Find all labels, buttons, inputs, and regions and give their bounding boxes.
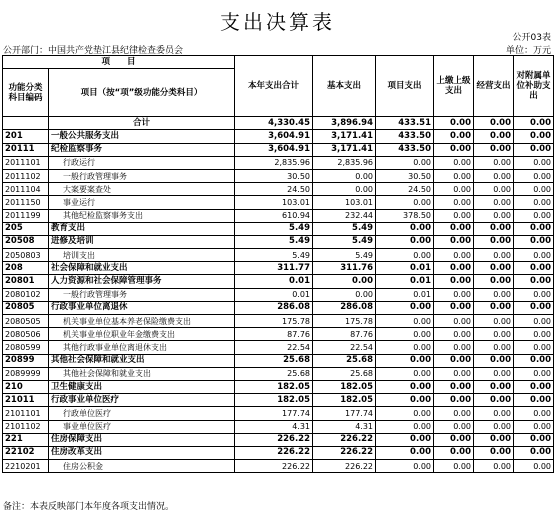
table-row (3, 315, 554, 328)
row-name: 卫生健康支出 (49, 380, 235, 393)
row-business: 0.00 (474, 367, 514, 380)
row-code: 2011199 (3, 209, 49, 222)
row-code: 20111 (3, 143, 49, 156)
row-basic: 226.22 (313, 433, 376, 446)
row-code: 2011104 (3, 183, 49, 196)
row-subsidy: 0.00 (514, 222, 554, 235)
row-total: 30.50 (235, 169, 313, 182)
row-project: 433.50 (376, 143, 434, 156)
row-upper: 0.00 (434, 169, 474, 182)
row-code: 20899 (3, 354, 49, 367)
row-business: 0.00 (474, 275, 514, 288)
row-total: 311.77 (235, 262, 313, 275)
row-project: 0.00 (376, 156, 434, 169)
row-subsidy: 0.00 (514, 341, 554, 354)
table-row (3, 380, 554, 393)
row-subsidy: 0.00 (514, 183, 554, 196)
row-total: 226.22 (235, 460, 313, 473)
row-project: 0.00 (376, 235, 434, 248)
row-business: 0.00 (474, 130, 514, 143)
header-project: 项目支出 (376, 56, 434, 117)
row-subsidy: 0.00 (514, 315, 554, 328)
row-business: 0.00 (474, 301, 514, 314)
row-name: 其他社会保障和就业支出 (49, 354, 235, 367)
row-subsidy: 0.00 (514, 143, 554, 156)
row-project: 0.01 (376, 262, 434, 275)
row-name: 住房改革支出 (49, 446, 235, 459)
table-row (3, 446, 554, 459)
table-row (3, 460, 554, 473)
row-total: 103.01 (235, 196, 313, 209)
header-name: 项目（按“项”级功能分类科目） (49, 69, 235, 117)
row-total: 5.49 (235, 222, 313, 235)
row-name: 一般行政管理事务 (49, 169, 235, 182)
row-total: 5.49 (235, 235, 313, 248)
form-number: 公开03表 (512, 33, 551, 43)
row-project: 378.50 (376, 209, 434, 222)
row-code: 22102 (3, 446, 49, 459)
table-row (3, 169, 554, 182)
row-upper: 0.00 (434, 183, 474, 196)
row-name: 合计 (49, 117, 235, 130)
table-row (3, 235, 554, 248)
header-upper: 上缴上级支出 (434, 56, 474, 117)
row-code: 20805 (3, 301, 49, 314)
row-business: 0.00 (474, 433, 514, 446)
row-name: 行政单位医疗 (49, 407, 235, 420)
row-upper: 0.00 (434, 328, 474, 341)
row-name: 一般行政管理事务 (49, 288, 235, 301)
table-row (3, 130, 554, 143)
table-row (3, 433, 554, 446)
row-total: 182.05 (235, 394, 313, 407)
row-total: 182.05 (235, 380, 313, 393)
row-business: 0.00 (474, 209, 514, 222)
row-business: 0.00 (474, 446, 514, 459)
row-name: 人力资源和社会保障管理事务 (49, 275, 235, 288)
row-total: 610.94 (235, 209, 313, 222)
row-upper: 0.00 (434, 222, 474, 235)
row-business: 0.00 (474, 156, 514, 169)
row-project: 0.00 (376, 460, 434, 473)
row-total: 5.49 (235, 249, 313, 262)
row-project: 0.01 (376, 275, 434, 288)
table-row (3, 222, 554, 235)
row-name: 社会保障和就业支出 (49, 262, 235, 275)
row-subsidy: 0.00 (514, 117, 554, 130)
row-project: 0.00 (376, 196, 434, 209)
row-name: 行政事业单位医疗 (49, 394, 235, 407)
row-business: 0.00 (474, 143, 514, 156)
table-row (3, 301, 554, 314)
row-business: 0.00 (474, 288, 514, 301)
table-row (3, 117, 554, 130)
row-business: 0.00 (474, 354, 514, 367)
row-name: 培训支出 (49, 249, 235, 262)
row-upper: 0.00 (434, 460, 474, 473)
row-total: 3,604.91 (235, 143, 313, 156)
row-total: 25.68 (235, 354, 313, 367)
row-basic: 5.49 (313, 249, 376, 262)
row-code: 2080599 (3, 341, 49, 354)
row-upper: 0.00 (434, 249, 474, 262)
row-code: 210 (3, 380, 49, 393)
row-name: 住房保障支出 (49, 433, 235, 446)
row-upper: 0.00 (434, 407, 474, 420)
row-total: 0.01 (235, 275, 313, 288)
row-project: 0.00 (376, 420, 434, 433)
row-basic: 3,171.41 (313, 143, 376, 156)
table-row (3, 420, 554, 433)
row-name: 事业运行 (49, 196, 235, 209)
row-basic: 0.00 (313, 275, 376, 288)
row-name: 事业单位医疗 (49, 420, 235, 433)
row-business: 0.00 (474, 262, 514, 275)
row-upper: 0.00 (434, 196, 474, 209)
row-basic: 182.05 (313, 394, 376, 407)
row-code: 2210201 (3, 460, 49, 473)
row-total: 286.08 (235, 301, 313, 314)
row-basic: 0.00 (313, 183, 376, 196)
row-business: 0.00 (474, 249, 514, 262)
row-name: 教育支出 (49, 222, 235, 235)
row-basic: 5.49 (313, 222, 376, 235)
row-subsidy: 0.00 (514, 354, 554, 367)
row-project: 0.00 (376, 354, 434, 367)
row-business: 0.00 (474, 420, 514, 433)
row-project: 433.50 (376, 130, 434, 143)
row-subsidy: 0.00 (514, 288, 554, 301)
row-upper: 0.00 (434, 446, 474, 459)
row-basic: 177.74 (313, 407, 376, 420)
row-total: 3,604.91 (235, 130, 313, 143)
page-title: 支出决算表 (220, 10, 335, 34)
header-basic: 基本支出 (313, 56, 376, 117)
row-basic: 0.00 (313, 169, 376, 182)
row-code: 201 (3, 130, 49, 143)
row-business: 0.00 (474, 222, 514, 235)
row-business: 0.00 (474, 407, 514, 420)
row-subsidy: 0.00 (514, 420, 554, 433)
row-business: 0.00 (474, 315, 514, 328)
row-basic: 22.54 (313, 341, 376, 354)
row-subsidy: 0.00 (514, 301, 554, 314)
row-code: 2011102 (3, 169, 49, 182)
row-name: 大案要案查处 (49, 183, 235, 196)
table-row (3, 354, 554, 367)
row-subsidy: 0.00 (514, 275, 554, 288)
row-name: 机关事业单位基本养老保险缴费支出 (49, 315, 235, 328)
row-basic: 286.08 (313, 301, 376, 314)
row-business: 0.00 (474, 183, 514, 196)
row-total: 2,835.96 (235, 156, 313, 169)
row-name: 其他社会保障和就业支出 (49, 367, 235, 380)
row-code: 2011150 (3, 196, 49, 209)
row-project: 0.00 (376, 222, 434, 235)
row-basic: 311.76 (313, 262, 376, 275)
table-row (3, 394, 554, 407)
table-row (3, 367, 554, 380)
row-basic: 4.31 (313, 420, 376, 433)
header-item: 项 目 (3, 56, 235, 69)
footnote: 备注：本表反映部门本年度各项支出情况。 (3, 502, 175, 512)
row-upper: 0.00 (434, 130, 474, 143)
row-code: 2080505 (3, 315, 49, 328)
row-upper: 0.00 (434, 367, 474, 380)
row-code: 2101101 (3, 407, 49, 420)
row-subsidy: 0.00 (514, 156, 554, 169)
row-project: 433.51 (376, 117, 434, 130)
row-total: 0.01 (235, 288, 313, 301)
row-subsidy: 0.00 (514, 407, 554, 420)
row-project: 0.00 (376, 433, 434, 446)
table-row (3, 262, 554, 275)
row-business: 0.00 (474, 117, 514, 130)
row-project: 0.00 (376, 315, 434, 328)
row-business: 0.00 (474, 196, 514, 209)
row-code: 2089999 (3, 367, 49, 380)
row-upper: 0.00 (434, 433, 474, 446)
row-business: 0.00 (474, 394, 514, 407)
row-upper: 0.00 (434, 315, 474, 328)
row-business: 0.00 (474, 341, 514, 354)
row-basic: 3,171.41 (313, 130, 376, 143)
row-total: 25.68 (235, 367, 313, 380)
row-project: 0.00 (376, 407, 434, 420)
row-subsidy: 0.00 (514, 433, 554, 446)
row-subsidy: 0.00 (514, 380, 554, 393)
row-total: 226.22 (235, 446, 313, 459)
row-upper: 0.00 (434, 341, 474, 354)
row-project: 0.00 (376, 249, 434, 262)
row-subsidy: 0.00 (514, 209, 554, 222)
header-total: 本年支出合计 (235, 56, 313, 117)
row-subsidy: 0.00 (514, 196, 554, 209)
row-subsidy: 0.00 (514, 367, 554, 380)
row-total: 4,330.45 (235, 117, 313, 130)
row-upper: 0.00 (434, 275, 474, 288)
row-basic: 226.22 (313, 446, 376, 459)
row-business: 0.00 (474, 169, 514, 182)
expenditure-table (2, 55, 554, 473)
row-name: 一般公共服务支出 (49, 130, 235, 143)
row-upper: 0.00 (434, 420, 474, 433)
table-row (3, 156, 554, 169)
row-basic: 87.76 (313, 328, 376, 341)
row-business: 0.00 (474, 380, 514, 393)
row-basic: 232.44 (313, 209, 376, 222)
row-upper: 0.00 (434, 235, 474, 248)
row-code: 21011 (3, 394, 49, 407)
row-name: 纪检监察事务 (49, 143, 235, 156)
row-code (3, 117, 49, 130)
row-project: 0.00 (376, 341, 434, 354)
row-code: 2101102 (3, 420, 49, 433)
row-project: 30.50 (376, 169, 434, 182)
row-name: 行政运行 (49, 156, 235, 169)
row-code: 2011101 (3, 156, 49, 169)
row-upper: 0.00 (434, 156, 474, 169)
row-subsidy: 0.00 (514, 249, 554, 262)
row-total: 87.76 (235, 328, 313, 341)
row-basic: 182.05 (313, 380, 376, 393)
department-label: 公开部门：中国共产党垫江县纪律检查委员会 (3, 46, 184, 56)
row-project: 0.00 (376, 328, 434, 341)
row-total: 24.50 (235, 183, 313, 196)
row-total: 22.54 (235, 341, 313, 354)
row-name: 进修及培训 (49, 235, 235, 248)
row-subsidy: 0.00 (514, 130, 554, 143)
row-subsidy: 0.00 (514, 394, 554, 407)
row-upper: 0.00 (434, 262, 474, 275)
unit-label: 单位：万元 (505, 46, 551, 56)
table-row (3, 209, 554, 222)
row-basic: 175.78 (313, 315, 376, 328)
row-business: 0.00 (474, 328, 514, 341)
row-business: 0.00 (474, 235, 514, 248)
row-subsidy: 0.00 (514, 446, 554, 459)
row-code: 221 (3, 433, 49, 446)
header-business: 经营支出 (474, 56, 514, 117)
row-project: 0.00 (376, 394, 434, 407)
row-basic: 2,835.96 (313, 156, 376, 169)
row-project: 24.50 (376, 183, 434, 196)
row-project: 0.01 (376, 288, 434, 301)
row-upper: 0.00 (434, 117, 474, 130)
table-body (3, 117, 554, 473)
row-basic: 103.01 (313, 196, 376, 209)
row-name: 住房公积金 (49, 460, 235, 473)
row-upper: 0.00 (434, 301, 474, 314)
row-upper: 0.00 (434, 380, 474, 393)
row-name: 行政事业单位离退休 (49, 301, 235, 314)
row-total: 226.22 (235, 433, 313, 446)
row-upper: 0.00 (434, 288, 474, 301)
row-upper: 0.00 (434, 143, 474, 156)
table-row (3, 288, 554, 301)
table-row (3, 183, 554, 196)
row-name: 其他行政事业单位离退休支出 (49, 341, 235, 354)
row-code: 2050803 (3, 249, 49, 262)
row-business: 0.00 (474, 460, 514, 473)
row-project: 0.00 (376, 301, 434, 314)
row-basic: 25.68 (313, 354, 376, 367)
row-basic: 3,896.94 (313, 117, 376, 130)
table-row (3, 196, 554, 209)
row-basic: 25.68 (313, 367, 376, 380)
table-row (3, 407, 554, 420)
table-row (3, 275, 554, 288)
header-code: 功能分类科目编码 (3, 69, 49, 117)
row-total: 4.31 (235, 420, 313, 433)
row-subsidy: 0.00 (514, 169, 554, 182)
row-total: 177.74 (235, 407, 313, 420)
table-row (3, 328, 554, 341)
row-code: 20801 (3, 275, 49, 288)
row-basic: 226.22 (313, 460, 376, 473)
table-row (3, 249, 554, 262)
row-name: 机关事业单位职业年金缴费支出 (49, 328, 235, 341)
table-row (3, 143, 554, 156)
row-basic: 5.49 (313, 235, 376, 248)
row-upper: 0.00 (434, 354, 474, 367)
row-upper: 0.00 (434, 209, 474, 222)
row-project: 0.00 (376, 367, 434, 380)
row-code: 208 (3, 262, 49, 275)
row-name: 其他纪检监察事务支出 (49, 209, 235, 222)
row-project: 0.00 (376, 446, 434, 459)
row-code: 205 (3, 222, 49, 235)
row-project: 0.00 (376, 380, 434, 393)
row-code: 2080506 (3, 328, 49, 341)
row-upper: 0.00 (434, 394, 474, 407)
row-subsidy: 0.00 (514, 460, 554, 473)
row-basic: 0.00 (313, 288, 376, 301)
row-total: 175.78 (235, 315, 313, 328)
row-code: 2080102 (3, 288, 49, 301)
row-code: 20508 (3, 235, 49, 248)
row-subsidy: 0.00 (514, 235, 554, 248)
row-subsidy: 0.00 (514, 262, 554, 275)
header-subsidy: 对附属单位补助支出 (514, 56, 554, 117)
table-row (3, 341, 554, 354)
row-subsidy: 0.00 (514, 328, 554, 341)
